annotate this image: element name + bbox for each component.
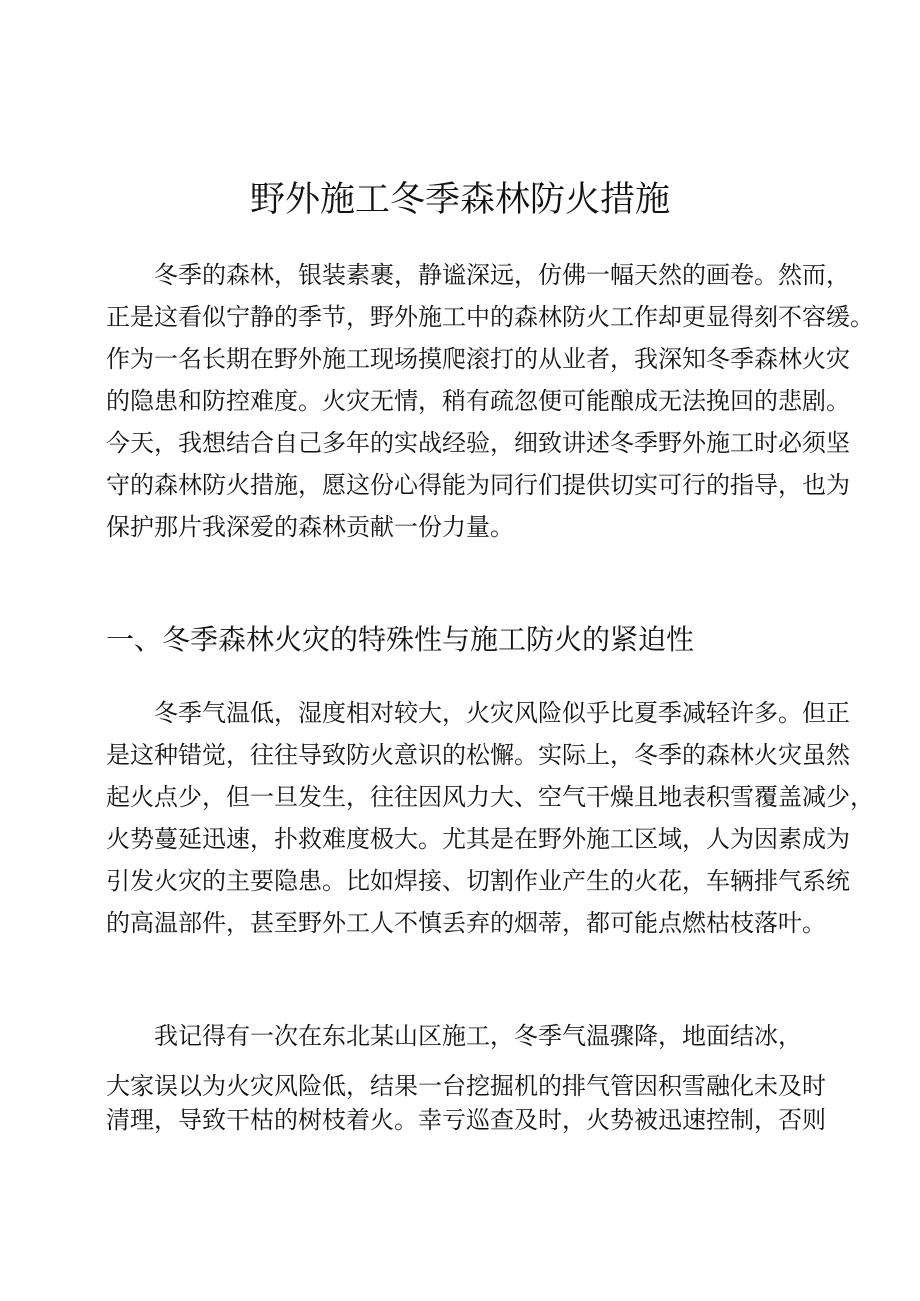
section-paragraph [106,692,874,944]
paragraph-line: 今天，我想结合自己多年的实战经验，细致讲述冬季野外施工时必须坚 [106,429,850,457]
paragraph-line: 是这种错觉，往往导致防火意识的松懈。实际上，冬季的森林火灾虽然 [106,741,850,769]
paragraph-line: 保护那片我深爱的森林贡献一份力量。 [106,513,514,541]
document-title: 野外施工冬季森林防火措施 [249,180,670,220]
paragraph-line: 引发火灾的主要隐患。比如焊接、切割作业产生的火花，车辆排气系统 [106,867,850,895]
paragraph-line: 守的森林防火措施，愿这份心得能为同行们提供切实可行的指导，也为 [106,471,850,499]
paragraph-line: 冬季气温低，湿度相对较大，火灾风险似乎比夏季减轻许多。但正 [154,699,850,727]
paragraph-line: 大家误以为火灾风险低，结果一台挖掘机的排气管因积雪融化未及时 [106,1072,826,1100]
paragraph-line: 清理，导致干枯的树枝着火。幸亏巡查及时，火势被迅速控制，否则 [106,1106,826,1134]
paragraph-line: 的隐患和防控难度。火灾无情，稍有疏忽便可能酿成无法挽回的悲剧。 [106,387,850,415]
paragraph-line: 冬季的森林，银装素裹，静谧深远，仿佛一幅天然的画卷。然而， [154,261,850,289]
story-paragraph-continued [106,1069,826,1137]
intro-paragraph [106,254,874,548]
paragraph-line: 火势蔓延迅速，扑救难度极大。尤其是在野外施工区域，人为因素成为 [106,825,850,853]
story-paragraph-start [106,1015,822,1057]
paragraph-line: 我记得有一次在东北某山区施工，冬季气温骤降，地面结冰， [154,1022,802,1050]
section-heading: 一、冬季森林火灾的特殊性与施工防火的紧迫性 [106,623,695,656]
paragraph-line: 作为一名长期在野外施工现场摸爬滚打的从业者，我深知冬季森林火灾 [106,345,850,373]
paragraph-line: 起火点少，但一旦发生，往往因风力大、空气干燥且地表积雪覆盖减少， [106,783,874,811]
paragraph-line: 的高温部件，甚至野外工人不慎丢弃的烟蒂，都可能点燃枯枝落叶。 [106,909,826,937]
paragraph-line: 正是这看似宁静的季节，野外施工中的森林防火工作却更显得刻不容缓。 [106,303,874,331]
